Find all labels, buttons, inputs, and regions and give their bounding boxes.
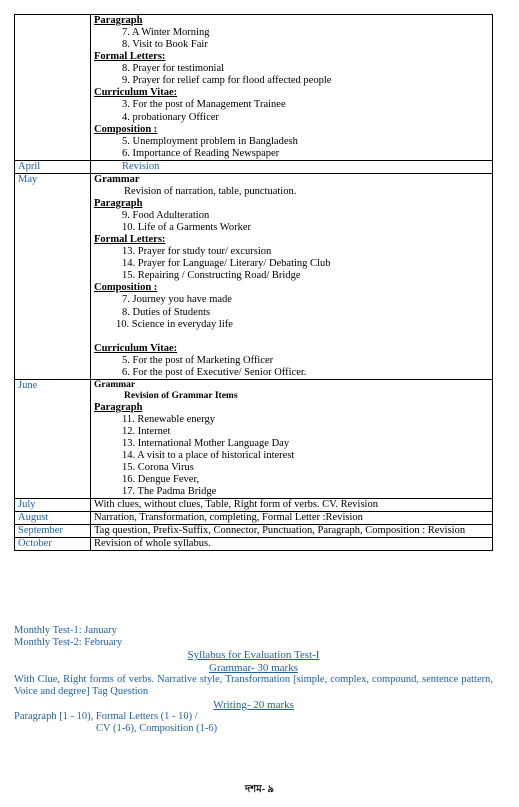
syllabus-table (14, 14, 493, 551)
list-item: 11. Renewable energy (122, 413, 216, 425)
table-row (15, 173, 493, 379)
table-row (15, 160, 493, 173)
writing-marks-heading: Writing- 20 marks (213, 698, 294, 711)
list-item: 7. A Winter Morning (122, 27, 210, 39)
page-footer: দশম- ৯ (244, 784, 275, 795)
revision-text: Revision (122, 160, 160, 172)
list-item: 10. Science in everyday life (116, 318, 233, 330)
content-cell (91, 160, 493, 173)
writing-topics-line1: Paragraph [1 - 10), Formal Letters (1 - 10) / (14, 711, 198, 723)
content-cell: Revision of whole syllabus. (91, 538, 493, 551)
month-cell (15, 15, 91, 161)
list-item: 6. For the post of Executive/ Senior Officer. (122, 366, 307, 378)
list-item: 8. Duties of Students (122, 306, 211, 318)
list-item: Revision of narration, table, punctuation. (124, 185, 297, 197)
section-heading: Paragraph (94, 15, 143, 26)
grammar-topics: With Clue, Right forms of verbs. Narrative style, Transformation [simple, complex, compound, sentence pattern, Voice and degree] Tag Question (14, 674, 493, 698)
section-heading: Curriculum Vitae: (94, 87, 178, 99)
month-cell: October (15, 538, 91, 551)
list-item: 10. Life of a Garments Worker (122, 222, 251, 234)
list-item: 15. Corona Virus (122, 461, 194, 473)
content-cell (91, 379, 493, 498)
section-heading: Composition : (94, 123, 158, 135)
monthly-test-1: Monthly Test-1: January (14, 625, 117, 636)
evaluation-section (14, 625, 493, 735)
table-row (15, 379, 493, 498)
section-heading: Formal Letters: (94, 234, 166, 246)
section-heading: Grammar (94, 379, 136, 390)
table-row (15, 15, 493, 161)
syllabus-title: Syllabus for Evaluation Test-I (187, 649, 320, 662)
writing-topics-line2: CV (1-6), Composition (1-6) (96, 723, 218, 735)
section-heading: Curriculum Vitae: (94, 342, 178, 354)
grammar-marks-heading: Grammar- 30 marks (209, 661, 298, 674)
list-item: 5. Unemployment problem in Bangladesh (122, 135, 298, 147)
table-row (15, 512, 493, 525)
month-cell: June (15, 379, 91, 498)
list-item: 7. Journey you have made (122, 294, 232, 306)
content-cell (91, 173, 493, 379)
month-cell: May (15, 173, 91, 379)
list-item: 6. Importance of Reading Newspaper (122, 147, 280, 159)
list-item: 9. Prayer for relief camp for flood affected people (122, 75, 332, 87)
section-heading: Paragraph (94, 197, 143, 209)
section-heading: Grammar (94, 173, 140, 185)
section-heading: Paragraph (94, 401, 143, 413)
table-row (15, 525, 493, 538)
list-item: 13. Prayer for study tour/ excursion (122, 246, 272, 258)
table-row (15, 499, 493, 512)
list-item: 14. A visit to a place of historical interest (122, 449, 295, 461)
section-subheading: Revision of Grammar Items (124, 390, 238, 401)
list-item: 5. For the post of Marketing Officer (122, 354, 274, 366)
list-item: 4. probationary Officer (122, 111, 219, 123)
content-cell (91, 15, 493, 161)
month-cell: April (15, 160, 91, 173)
month-cell: August (15, 512, 91, 525)
list-item: 15. Repairing / Constructing Road/ Bridge (122, 270, 301, 282)
section-heading: Formal Letters: (94, 51, 166, 63)
list-item: 8. Prayer for testimonial (122, 63, 225, 75)
list-item: 14. Prayer for Language/ Literary/ Debating Club (122, 258, 331, 270)
content-cell: Narration, Transformation, completing, Formal Letter :Revision (91, 512, 493, 525)
month-cell: September (15, 525, 91, 538)
section-heading: Composition : (94, 282, 158, 294)
list-item: 13. International Mother Language Day (122, 437, 290, 449)
list-item: 9. Food Adulteration (122, 210, 210, 221)
list-item: 12. Internet (122, 425, 171, 437)
list-item: 8. Visit to Book Fair (122, 39, 208, 51)
table-row (15, 538, 493, 551)
list-item: 3. For the post of Management Trainee (122, 99, 286, 111)
list-item: 17. The Padma Bridge (122, 486, 217, 498)
content-cell: Tag question, Prefix-Suffix, Connector, Punctuation, Paragraph, Composition : Revision (91, 525, 493, 538)
list-item: 16. Dengue Fever, (122, 474, 200, 486)
content-cell: With clues, without clues, Table, Right form of verbs. CV. Revision (91, 499, 493, 512)
month-cell: July (15, 499, 91, 512)
monthly-test-2: Monthly Test-2: February (14, 637, 123, 649)
spacer (94, 331, 489, 343)
